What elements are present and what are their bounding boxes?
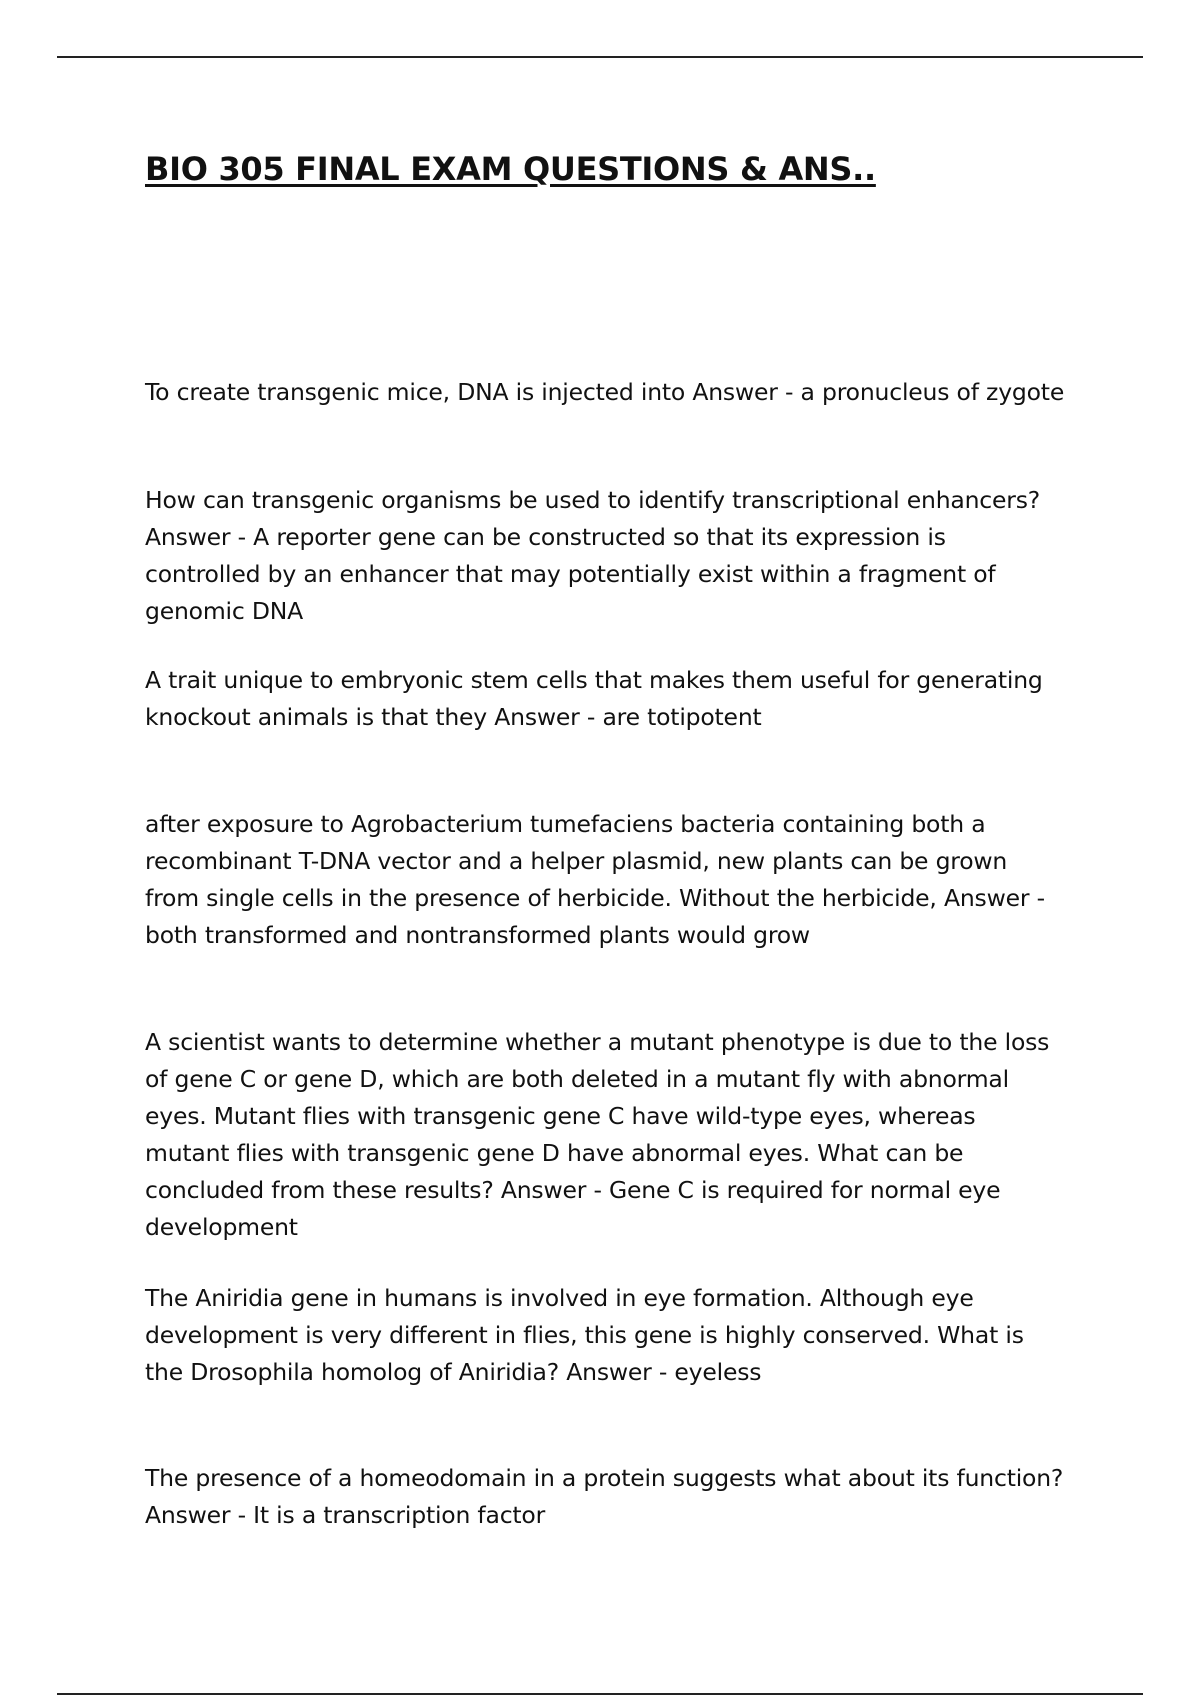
qa-item-5: A scientist wants to determine whether a mutant phenotype is due to the loss of gene C or gene D, which are both deleted in a mutant fly with abnormal eyes. Mutant flies with transgenic gene C have wild-type eyes, whereas mutant flies with transgenic gene D have abnormal eyes. What can be concluded from these results? Answer - Gene C is required for normal eye development	[145, 1028, 1050, 1241]
bottom-rule	[57, 1693, 1143, 1695]
qa-item-3: A trait unique to embryonic stem cells that makes them useful for generating knockout animals is that they Answer - are totipotent	[145, 666, 1043, 731]
qa-item-4: after exposure to Agrobacterium tumefaciens bacteria containing both a recombinant T-DNA vector and a helper plasmid, new plants can be grown from single cells in the presence of herbicide. Without the herbicide, Answer - both transformed and nontransformed plants would grow	[145, 810, 1045, 949]
qa-item-1: To create transgenic mice, DNA is injected into Answer - a pronucleus of zygote	[145, 378, 1065, 406]
qa-item-6: The Aniridia gene in humans is involved in eye formation. Although eye development is very different in flies, this gene is highly conserved. What is the Drosophila homolog of Aniridia? Answer - eyeless	[145, 1284, 1024, 1386]
top-rule	[57, 56, 1143, 58]
qa-item-7: The presence of a homeodomain in a protein suggests what about its function? Answer - It is a transcription factor	[145, 1464, 1064, 1529]
page-title: BIO 305 FINAL EXAM QUESTIONS & ANS..	[145, 150, 876, 188]
qa-item-2: How can transgenic organisms be used to identify transcriptional enhancers? Answer - A reporter gene can be constructed so that its expression is controlled by an enhancer that may potentially exist within a fragment of genomic DNA	[145, 486, 1041, 625]
